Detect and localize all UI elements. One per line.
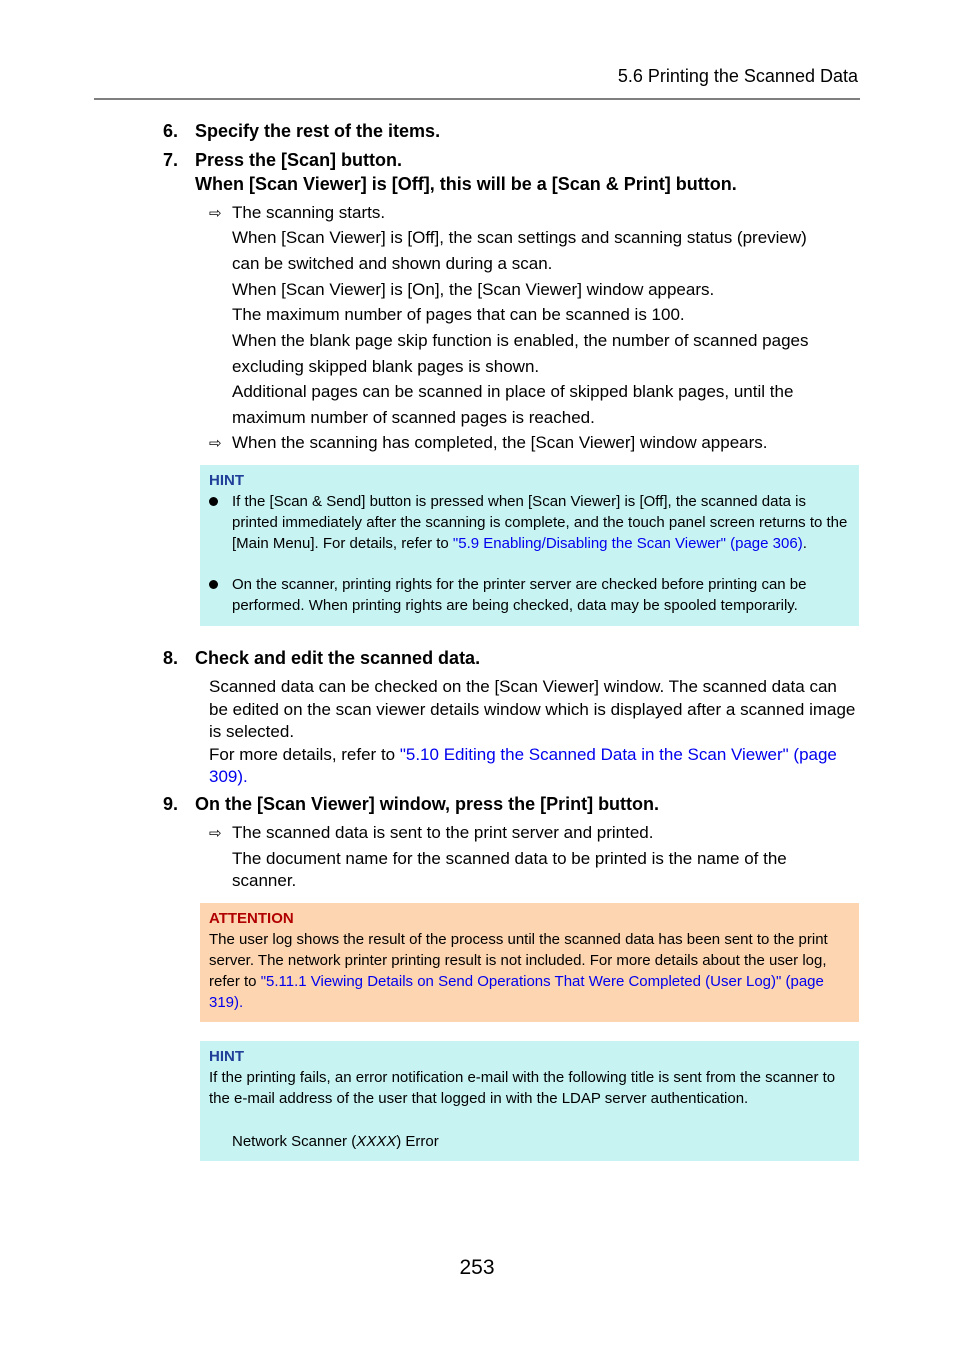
attention-box [200,903,859,1022]
step-text: On the [Scan Viewer] window, press the [Print] button. [195,794,660,814]
result-line: The scanned data is sent to the print server and printed. [232,823,654,842]
hint-box [200,465,859,626]
step-text-2: When [Scan Viewer] is [Off], this will be a [Scan & Print] button. [195,174,737,194]
result-line: The maximum number of pages that can be scanned is 100. [232,305,685,324]
body-paragraph: For more details, refer to "5.10 Editing the Scanned Data in the Scan Viewer" (page 309). [209,744,837,786]
result-line: When the blank page skip function is enabled, the number of scanned pages [232,331,809,350]
step-number: 8. [163,648,179,668]
hint-title: HINT [209,472,244,489]
hint-bullet-text: If the [Scan & Send] button is pressed when [Scan Viewer] is [Off], the scanned data is printed immediately after the scanning is complete, and the touch panel screen returns to the [Main Menu]. For details, refer to "5.9 Enabling/Disabling the Scan Viewer" (page 306). [232,493,848,552]
email-subject: Network Scanner (XXXX) Error [232,1133,439,1150]
step-text: Specify the rest of the items. [195,121,441,141]
step-text: Check and edit the scanned data. [195,648,481,668]
result-line: can be switched and shown during a scan. [232,254,553,273]
link-editing-scanned-data[interactable]: "5.10 Editing the Scanned Data in the Scan Viewer" (page 309) [209,744,837,786]
result-line: The scanning starts. [232,203,386,222]
section-title: 5.6 Printing the Scanned Data [617,66,858,86]
result-line: The document name for the scanned data to be printed is the name of the [232,849,787,868]
result-line: excluding skipped blank pages is shown. [232,357,540,376]
result-arrow-icon: ⇨ [209,205,222,222]
hint-bullet-text: On the scanner, printing rights for the printer server are checked before printing can be performed. When printing rights are being checked, data may be spooled temporarily. [232,576,807,614]
link-user-log[interactable]: "5.11.1 Viewing Details on Send Operations That Were Completed (User Log)" (page 319) [209,973,824,1011]
result-line: maximum number of scanned pages is reached. [232,408,595,427]
step-number: 9. [163,794,179,814]
subject-variable: XXXX [356,1133,397,1150]
result-line: When the scanning has completed, the [Scan Viewer] window appears. [232,433,768,452]
step-number: 7. [163,150,179,170]
page-number: 253 [459,1256,495,1279]
bullet-icon [209,580,218,589]
header-divider [94,98,860,100]
hint-box [200,1041,859,1161]
result-arrow-icon: ⇨ [209,435,222,452]
hint-text: If the printing fails, an error notification e-mail with the following title is sent from the scanner to the e-mail address of the user that logged in with the LDAP server authentication. [209,1069,836,1107]
attention-text: The user log shows the result of the process until the scanned data has been sent to the print server. The network printer printing result is not included. For more details about the user log, refer to "5.11.1 Viewing Details on Send Operations That Were Completed (User Log)" (page 319). [209,931,828,1011]
body-paragraph: Scanned data can be checked on the [Scan Viewer] window. The scanned data can be edited on the scan viewer details window which is displayed after a scanned image is selected. [209,677,856,741]
link-scan-viewer-toggle[interactable]: "5.9 Enabling/Disabling the Scan Viewer" (page 306) [452,535,803,552]
bullet-icon [209,497,218,506]
result-line: When [Scan Viewer] is [Off], the scan settings and scanning status (preview) [232,228,807,247]
result-arrow-icon: ⇨ [209,825,222,842]
step-number: 6. [163,121,179,141]
result-line: scanner. [232,871,297,890]
step-text: Press the [Scan] button. [195,150,403,170]
attention-title: ATTENTION [209,910,294,927]
result-line: Additional pages can be scanned in place of skipped blank pages, until the [232,382,794,401]
result-line: When [Scan Viewer] is [On], the [Scan Viewer] window appears. [232,280,715,299]
step-8-body [209,676,859,789]
hint-title: HINT [209,1048,244,1065]
